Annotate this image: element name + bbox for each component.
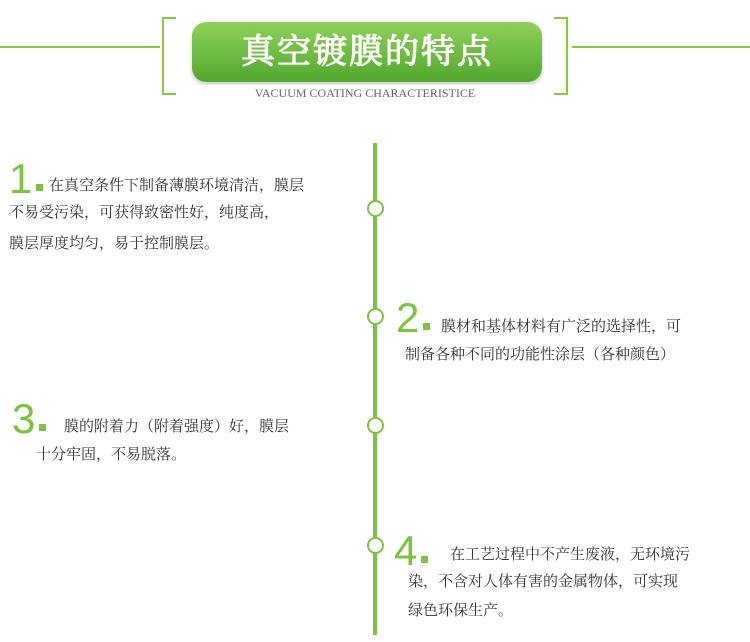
header-line-right — [572, 46, 750, 48]
timeline-node-4 — [367, 537, 384, 554]
header-line-left — [0, 46, 160, 48]
timeline-node-3 — [367, 417, 384, 434]
feature-number-2: 2 — [396, 294, 420, 341]
feature-text-3-line-1: 膜的附着力（附着强度）好，膜层 — [64, 417, 290, 435]
feature-number-4: 4 — [394, 527, 418, 574]
header-bracket-right — [554, 17, 568, 95]
feature-text-4-line-1: 在工艺过程中不产生废液，无环境污 — [450, 545, 691, 563]
feature-number-3: 3 — [12, 395, 36, 442]
page-subtitle: VACUUM COATING CHARACTERISTICE — [176, 85, 554, 101]
timeline-node-1 — [367, 200, 384, 217]
feature-number-dot-4 — [421, 556, 428, 563]
feature-text-1-line-1: 在真空条件下制备薄膜环境清洁，膜层 — [49, 176, 305, 194]
header-bracket-left — [162, 17, 176, 95]
feature-text-4-line-2: 染，不含对人体有害的金属物体，可实现 — [408, 572, 679, 590]
feature-number-1: 1 — [9, 155, 33, 202]
feature-text-2-line-1: 膜材和基体材料有广泛的选择性，可 — [441, 317, 682, 335]
feature-text-1-line-2: 不易受污染，可获得致密性好，纯度高， — [9, 203, 280, 221]
feature-text-1-line-3: 膜层厚度均匀，易于控制膜层。 — [9, 234, 220, 252]
feature-text-3-line-2: 十分牢固，不易脱落。 — [36, 445, 187, 463]
feature-text-2-line-2: 制备各种不同的功能性涂层（各种颜色） — [405, 345, 676, 363]
timeline-node-2 — [367, 308, 384, 325]
feature-text-4-line-3: 绿色环保生产。 — [408, 601, 514, 619]
page-title: 真空镀膜的特点 — [192, 22, 542, 82]
feature-number-dot-2 — [423, 323, 430, 330]
feature-number-dot-3 — [39, 424, 46, 431]
feature-number-dot-1 — [36, 184, 43, 191]
